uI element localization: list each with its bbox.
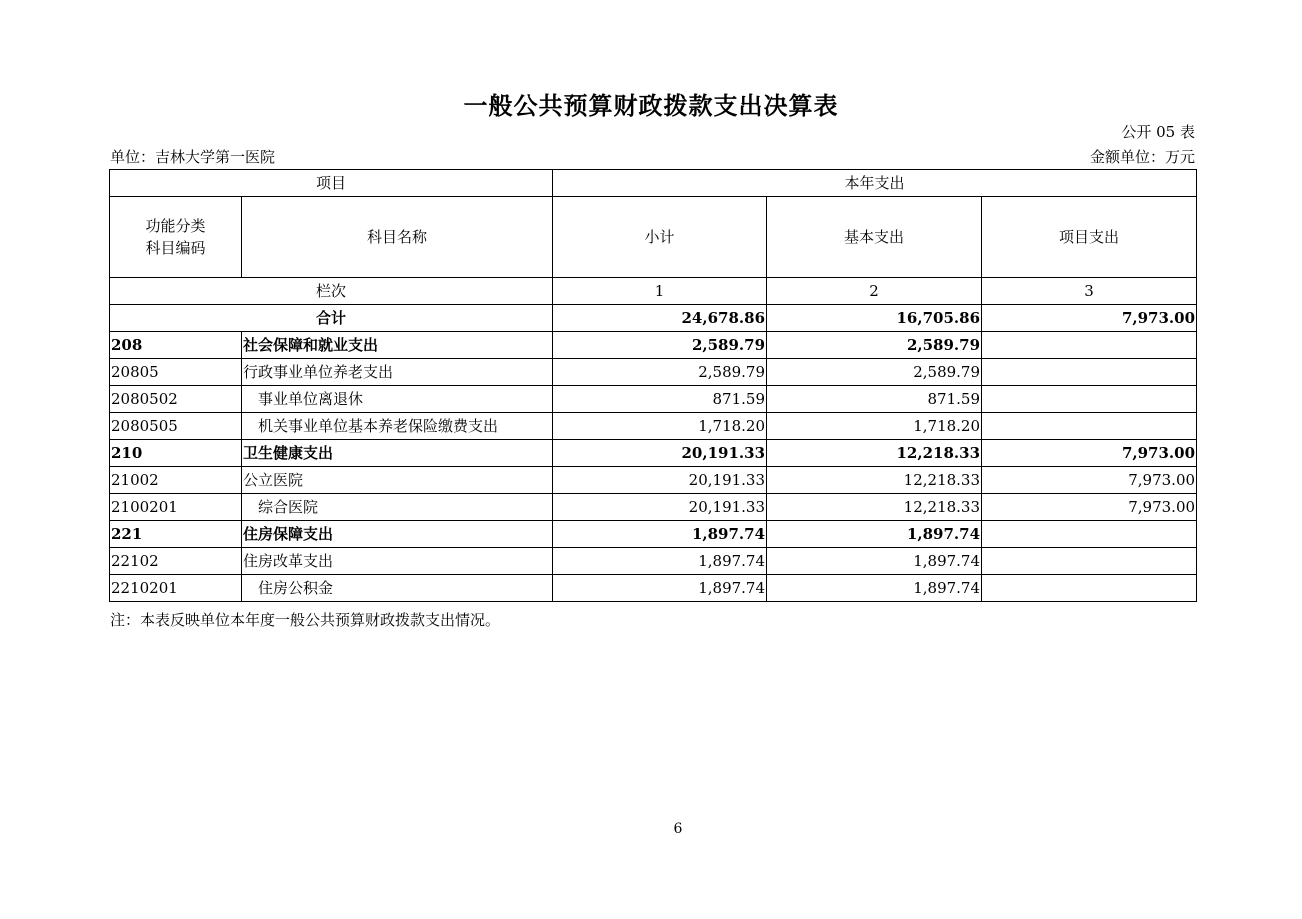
header-subtotal: 小计 [553,197,767,278]
header-basic: 基本支出 [767,197,982,278]
row-code: 210 [110,440,242,467]
row-basic: 1,897.74 [767,521,982,548]
table-row [110,359,1197,386]
table-note: 注：本表反映单位本年度一般公共预算财政拨款支出情况。 [110,611,501,629]
page-title: 一般公共预算财政拨款支出决算表 [463,91,839,120]
row-subtotal: 1,897.74 [553,521,767,548]
row-code: 22102 [110,548,242,575]
row-basic: 1,718.20 [767,413,982,440]
row-project: 7,973.00 [982,467,1197,494]
row-code: 2100201 [110,494,242,521]
table-row [110,494,1197,521]
row-name: 事业单位离退休 [242,386,553,413]
header-current-year: 本年支出 [553,170,1197,197]
row-subtotal: 2,589.79 [553,359,767,386]
row-code: 2080502 [110,386,242,413]
row-basic: 1,897.74 [767,548,982,575]
row-subtotal: 20,191.33 [553,467,767,494]
table-row [110,413,1197,440]
form-number: 公开 05 表 [1121,123,1195,141]
header-project: 项目 [110,170,553,197]
row-name: 住房保障支出 [242,521,553,548]
table-row [110,332,1197,359]
total-subtotal: 24,678.86 [553,305,767,332]
header-project-expenditure: 项目支出 [982,197,1197,278]
table-row [110,521,1197,548]
header-code-line1: 功能分类 [145,217,206,235]
row-subtotal: 20,191.33 [553,494,767,521]
row-project: 7,973.00 [982,440,1197,467]
amount-unit-label: 金额单位：万元 [1089,148,1195,166]
row-basic: 12,218.33 [767,467,982,494]
row-code: 221 [110,521,242,548]
total-label: 合计 [110,305,553,332]
row-basic: 1,897.74 [767,575,982,602]
row-name: 社会保障和就业支出 [242,332,553,359]
row-project [982,575,1197,602]
header-code-line2: 科目编码 [145,239,206,257]
header-row-1 [110,170,1197,197]
row-code: 21002 [110,467,242,494]
row-name: 机关事业单位基本养老保险缴费支出 [242,413,553,440]
row-code: 2210201 [110,575,242,602]
row-project [982,332,1197,359]
row-basic: 871.59 [767,386,982,413]
row-code: 20805 [110,359,242,386]
row-code: 208 [110,332,242,359]
column-index-2: 2 [767,278,982,305]
row-subtotal: 1,897.74 [553,575,767,602]
total-basic: 16,705.86 [767,305,982,332]
total-project: 7,973.00 [982,305,1197,332]
table-row [110,386,1197,413]
row-name: 住房公积金 [242,575,553,602]
row-name: 住房改革支出 [242,548,553,575]
row-code: 2080505 [110,413,242,440]
row-basic: 2,589.79 [767,359,982,386]
header-name: 科目名称 [242,197,553,278]
row-subtotal: 2,589.79 [553,332,767,359]
row-subtotal: 1,718.20 [553,413,767,440]
header-code [110,197,242,278]
row-name: 综合医院 [242,494,553,521]
row-subtotal: 1,897.74 [553,548,767,575]
row-project: 7,973.00 [982,494,1197,521]
column-index-3: 3 [982,278,1197,305]
column-index-row [110,278,1197,305]
row-basic: 2,589.79 [767,332,982,359]
row-name: 行政事业单位养老支出 [242,359,553,386]
row-name: 卫生健康支出 [242,440,553,467]
row-subtotal: 871.59 [553,386,767,413]
row-project [982,359,1197,386]
row-subtotal: 20,191.33 [553,440,767,467]
table-row [110,548,1197,575]
unit-label: 单位：吉林大学第一医院 [110,148,276,166]
table-row [110,575,1197,602]
table-row [110,467,1197,494]
row-project [982,386,1197,413]
row-project [982,548,1197,575]
column-index-label: 栏次 [110,278,553,305]
expenditure-table [109,169,1197,602]
page-number: 6 [673,821,683,837]
row-project [982,413,1197,440]
column-index-1: 1 [553,278,767,305]
row-basic: 12,218.33 [767,440,982,467]
table-row [110,440,1197,467]
row-name: 公立医院 [242,467,553,494]
row-basic: 12,218.33 [767,494,982,521]
total-row [110,305,1197,332]
row-project [982,521,1197,548]
header-row-2 [110,197,1197,278]
